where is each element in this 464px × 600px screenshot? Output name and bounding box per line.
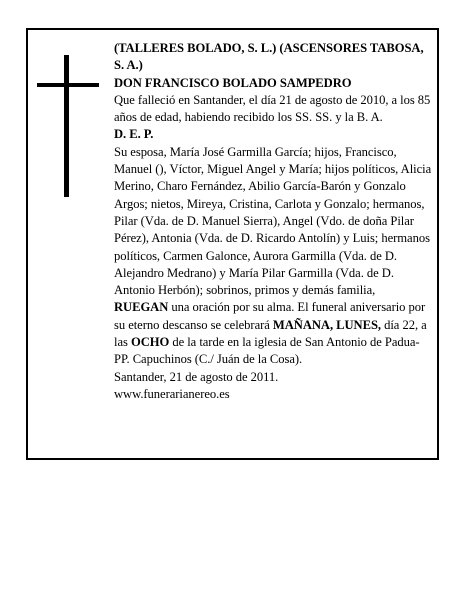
family-paragraph — [114, 144, 432, 369]
cross-icon-horizontal — [37, 83, 99, 87]
ruegan-text: una oración por su alma. El funeral aniversario por su eterno descanso se celebrará — [114, 300, 426, 332]
obituary-text — [114, 40, 432, 403]
cross-icon-vertical — [64, 55, 69, 197]
death-info: Que falleció en Santander, el día 21 de agosto de 2010, a los 85 años de edad, habiendo recibido los SS. SS. y la B. A. — [114, 92, 431, 125]
manana-lunes: MAÑANA, LUNES, — [272, 317, 382, 332]
website: www.funerarianereo.es — [114, 386, 230, 401]
ocho-word: OCHO — [130, 335, 170, 350]
date-line: Santander, 21 de agosto de 2011. — [114, 369, 279, 384]
company-header: (TALLERES BOLADO, S. L.) (ASCENSORES TABOSA, S. A.) — [114, 41, 424, 73]
dep-line: D. E. P. — [114, 127, 154, 142]
dia-text: día 22, a las — [114, 317, 427, 350]
deceased-name: DON FRANCISCO BOLADO SAMPEDRO — [114, 75, 352, 90]
ruegan-word: RUEGAN — [114, 300, 169, 315]
ocho-text: de la tarde en la iglesia de San Antonio de Padua-PP. Capuchinos (C./ Juán de la Cosa). — [114, 335, 420, 367]
family-list: Su esposa, María José Garmilla García; hijos, Francisco, Manuel (), Víctor, Miguel Angel y María; hijos políticos, Alicia Merino, Charo Fernández, Abilio García-Barón y Gonzalo Argos; nietos, Mireya, Cristina, Carlota y Gonzalo; hermanos, Pilar (Vda. de D. Manuel Sierra), Angel (Vdo. de doña Pilar Pérez), Antonia (Vda. de D. Ricardo Antolín) y Luis; hermanos políticos, Carmen Galonce, Aurora Garmilla (Vda. de D. Alejandro Medrano) y María Pilar Garmilla (Vda. de D. Antonio Herbón); sobrinos, primos y demás familia, — [114, 144, 432, 298]
